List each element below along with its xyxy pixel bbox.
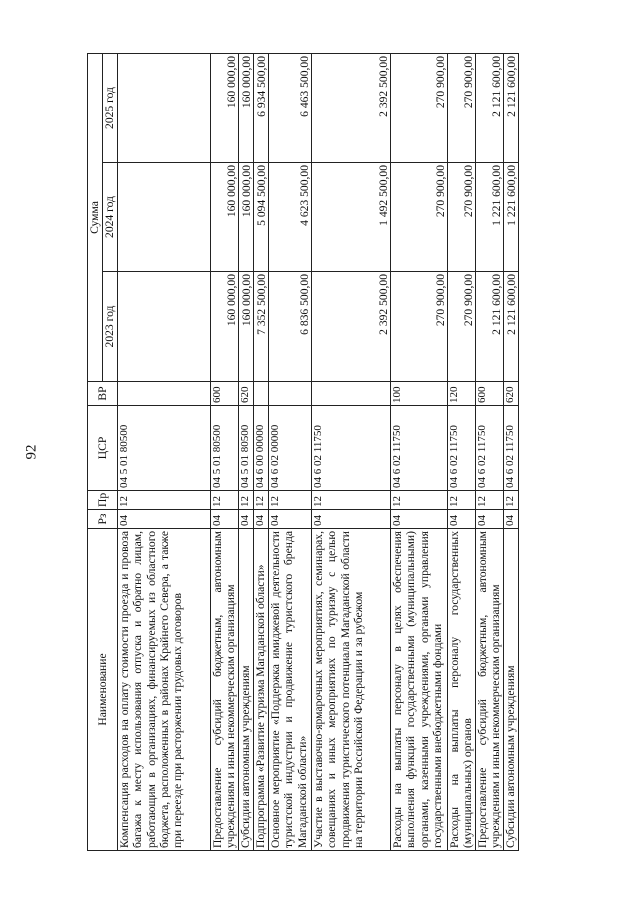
row-y2024: 1 221 600,00: [476, 163, 504, 272]
page-number: 92: [23, 444, 40, 460]
header-name: Наименование: [88, 529, 118, 851]
row-y2025: 2 392 500,00: [312, 54, 391, 163]
row-pr: 12: [448, 491, 476, 510]
row-name: Расходы на выплаты персоналу государственных (муниципальных) органов: [448, 529, 476, 851]
row-name: Компенсация расходов на оплату стоимости проезда и провоза багажа к месту использования отпуска и обратно лицам, работающим в организациях, финансируемых из областного бюджета, расположенных в районах Крайнего Севера, а также при переезде при расторжении трудовых договоров: [118, 529, 211, 851]
row-vr: [254, 382, 269, 406]
row-y2024: 1 221 600,00: [504, 163, 519, 272]
row-csr: 04 6 02 11750: [448, 406, 476, 491]
row-rz: 04: [254, 510, 269, 529]
row-name: Субсидии автономным учреждениям: [504, 529, 519, 851]
row-name: Предоставление субсидий бюджетным, автономным учреждениям и иным некоммерческим организациям: [476, 529, 504, 851]
row-y2023: 270 900,00: [448, 272, 476, 382]
row-vr: 600: [211, 382, 239, 406]
table-row: [448, 54, 476, 851]
row-y2024: 160 000,00: [211, 163, 239, 272]
row-csr: 04 6 02 11750: [504, 406, 519, 491]
row-name: Субсидии автономным учреждениям: [239, 529, 254, 851]
row-vr: 620: [504, 382, 519, 406]
table-row: [391, 54, 448, 851]
row-pr: 12: [391, 491, 448, 510]
row-pr: 12: [504, 491, 519, 510]
row-y2024: 5 094 500,00: [254, 163, 269, 272]
row-rz: 04: [448, 510, 476, 529]
header-rz: Рз: [88, 510, 118, 529]
row-pr: 12: [269, 491, 312, 510]
budget-table-container: [87, 54, 528, 851]
table-row: [239, 54, 254, 851]
row-rz: 04: [476, 510, 504, 529]
row-pr: 12: [211, 491, 239, 510]
row-y2025: 160 000,00: [239, 54, 254, 163]
row-csr: 04 6 02 11750: [476, 406, 504, 491]
row-csr: 04 6 02 00000: [269, 406, 312, 491]
row-y2025: 6 463 500,00: [269, 54, 312, 163]
row-csr: 04 6 02 11750: [312, 406, 391, 491]
row-name: Предоставление субсидий бюджетным, автономным учреждениям и иным некоммерческим организациям: [211, 529, 239, 851]
row-pr: 12: [312, 491, 391, 510]
row-y2023: [118, 272, 211, 382]
row-csr: 04 6 00 00000: [254, 406, 269, 491]
table-row: [269, 54, 312, 851]
header-sum: Сумма: [88, 54, 103, 382]
row-name: Расходы на выплаты персоналу в целях обеспечения выполнения функций государственными (муниципальными) органами, казенными учреждениями, органами управления государственными внебюджетными фондами: [391, 529, 448, 851]
row-name: Подпрограмма «Развитие туризма Магаданской области»: [254, 529, 269, 851]
row-vr: [269, 382, 312, 406]
row-y2023: 2 392 500,00: [312, 272, 391, 382]
row-rz: 04: [239, 510, 254, 529]
row-vr: 600: [476, 382, 504, 406]
row-csr: 04 5 01 80500: [118, 406, 211, 491]
budget-table: [87, 53, 519, 851]
row-y2024: 270 900,00: [391, 163, 448, 272]
row-name: Основное мероприятие «Поддержка имиджевой деятельности туристской индустрии и продвижение туристского бренда Магаданской области»: [269, 529, 312, 851]
table-row: [254, 54, 269, 851]
table-row: [476, 54, 504, 851]
row-vr: 620: [239, 382, 254, 406]
row-rz: 04: [312, 510, 391, 529]
header-year-2023: 2023 год: [103, 272, 118, 382]
row-y2024: 1 492 500,00: [312, 163, 391, 272]
row-rz: 04: [391, 510, 448, 529]
row-y2025: 270 900,00: [391, 54, 448, 163]
row-y2023: 7 352 500,00: [254, 272, 269, 382]
row-pr: 12: [118, 491, 211, 510]
row-y2024: 160 000,00: [239, 163, 254, 272]
row-y2025: 6 934 500,00: [254, 54, 269, 163]
row-y2025: 270 900,00: [448, 54, 476, 163]
row-y2023: 6 836 500,00: [269, 272, 312, 382]
header-csr: ЦСР: [88, 406, 118, 491]
row-name: Участие в выставочно-ярмарочных мероприятиях, семинарах, совещаниях и иных мероприятиях по туризму с целью продвижения туристического потенциала Магаданской области на территории Российской Федерации и за рубежом: [312, 529, 391, 851]
row-y2023: 2 121 600,00: [504, 272, 519, 382]
row-y2023: 270 900,00: [391, 272, 448, 382]
row-csr: 04 6 02 11750: [391, 406, 448, 491]
row-csr: 04 5 01 80500: [211, 406, 239, 491]
row-y2024: [118, 163, 211, 272]
row-y2025: [118, 54, 211, 163]
row-vr: [118, 382, 211, 406]
row-y2024: 4 623 500,00: [269, 163, 312, 272]
header-year-2025: 2025 год: [103, 54, 118, 163]
table-row: [118, 54, 211, 851]
row-vr: [312, 382, 391, 406]
table-row: [211, 54, 239, 851]
row-y2025: 2 121 600,00: [476, 54, 504, 163]
row-rz: 04: [269, 510, 312, 529]
row-y2025: 160 000,00: [211, 54, 239, 163]
row-rz: 04: [211, 510, 239, 529]
row-pr: 12: [239, 491, 254, 510]
row-y2023: 160 000,00: [239, 272, 254, 382]
row-y2023: 2 121 600,00: [476, 272, 504, 382]
row-vr: 120: [448, 382, 476, 406]
row-rz: 04: [504, 510, 519, 529]
header-vr: ВР: [88, 382, 118, 406]
table-row: [312, 54, 391, 851]
table-row: [504, 54, 519, 851]
row-y2023: 160 000,00: [211, 272, 239, 382]
row-pr: 12: [254, 491, 269, 510]
header-pr: Пр: [88, 491, 118, 510]
row-vr: 100: [391, 382, 448, 406]
row-y2025: 2 121 600,00: [504, 54, 519, 163]
row-rz: 04: [118, 510, 211, 529]
row-csr: 04 5 01 80500: [239, 406, 254, 491]
header-year-2024: 2024 год: [103, 163, 118, 272]
row-y2024: 270 900,00: [448, 163, 476, 272]
row-pr: 12: [476, 491, 504, 510]
